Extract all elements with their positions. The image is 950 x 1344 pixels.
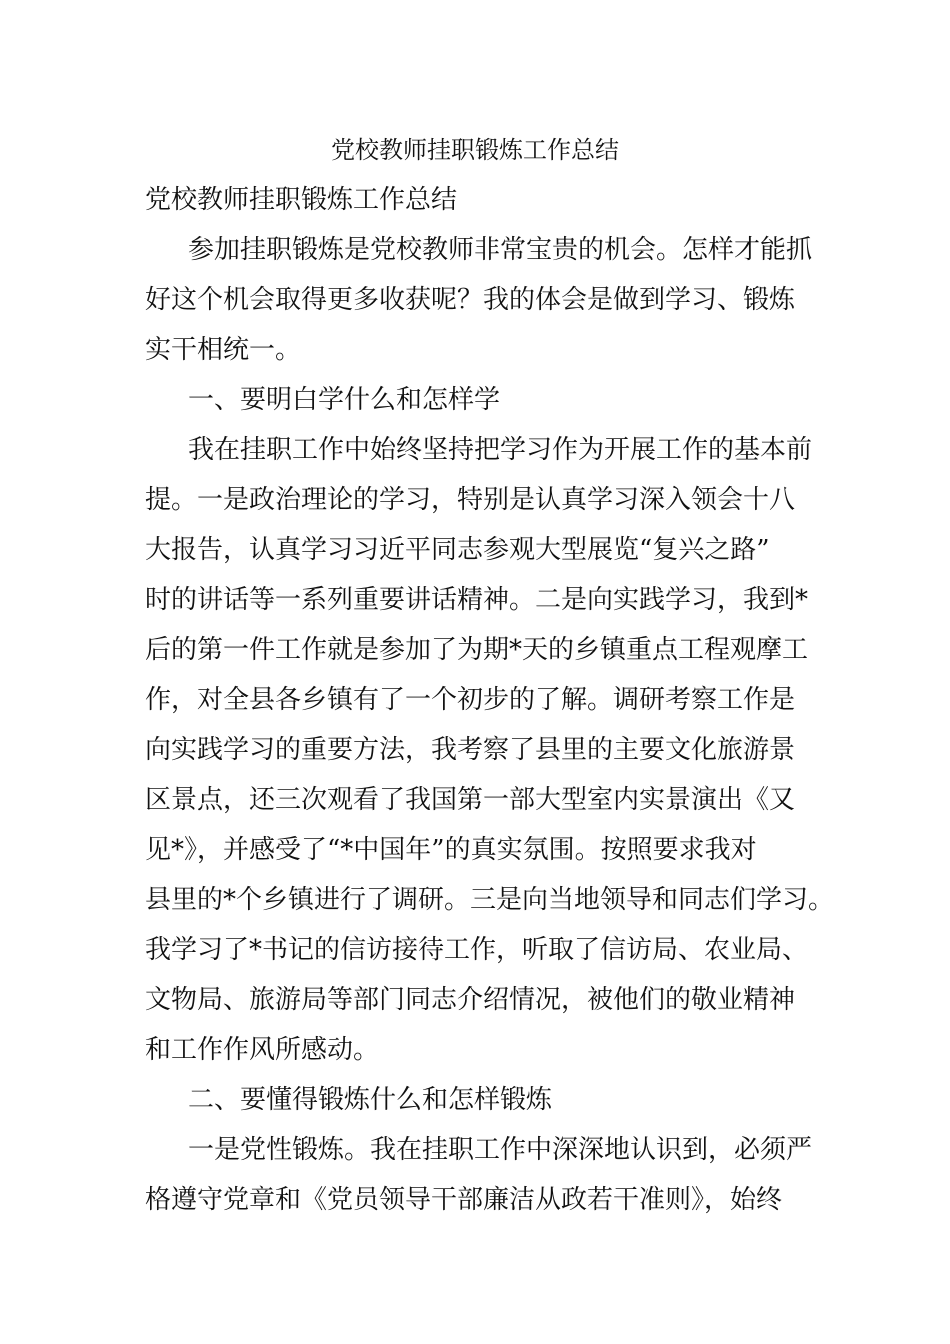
paragraph-line: 提。一是政治理论的学习，特别是认真学习深入领会十八: [145, 485, 796, 515]
subtitle-line: 党校教师挂职锻炼工作总结: [145, 185, 458, 215]
paragraph-line: 我在挂职工作中始终坚持把学习作为开展工作的基本前: [188, 435, 813, 465]
paragraph-line: 见*》，并感受了“*中国年”的真实氛围。按照要求我对: [145, 835, 757, 865]
paragraph-line: 区景点，还三次观看了我国第一部大型室内实景演出《又: [145, 785, 796, 815]
paragraph-line: 实干相统一。: [145, 335, 302, 365]
paragraph-line: 大报告，认真学习习近平同志参观大型展览“复兴之路”: [145, 535, 770, 565]
paragraph-line: 时的讲话等一系列重要讲话精神。二是向实践学习，我到*: [145, 585, 809, 615]
page-title: 党校教师挂职锻炼工作总结: [331, 136, 619, 164]
paragraph-line: 好这个机会取得更多收获呢？我的体会是做到学习、锻炼: [145, 285, 796, 315]
paragraph-line: 格遵守党章和《党员领导干部廉洁从政若干准则》，始终: [145, 1185, 783, 1215]
paragraph-line: 参加挂职锻炼是党校教师非常宝贵的机会。怎样才能抓: [188, 235, 813, 265]
paragraph-line: 作，对全县各乡镇有了一个初步的了解。调研考察工作是: [145, 685, 796, 715]
paragraph-line: 一是党性锻炼。我在挂职工作中深深地认识到，必须严: [188, 1135, 813, 1165]
paragraph-line: 县里的*个乡镇进行了调研。三是向当地领导和同志们学习。: [145, 885, 835, 915]
paragraph-line: 文物局、旅游局等部门同志介绍情况，被他们的敬业精神: [145, 985, 796, 1015]
paragraph-line: 和工作作风所感动。: [145, 1035, 380, 1065]
section-heading-1: 一、要明白学什么和怎样学: [188, 385, 501, 415]
paragraph-line: 向实践学习的重要方法，我考察了县里的主要文化旅游景: [145, 735, 796, 765]
paragraph-line: 后的第一件工作就是参加了为期*天的乡镇重点工程观摩工: [145, 635, 809, 665]
section-heading-2: 二、要懂得锻炼什么和怎样锻炼: [188, 1085, 553, 1115]
paragraph-line: 我学习了*书记的信访接待工作，听取了信访局、农业局、: [145, 935, 809, 965]
